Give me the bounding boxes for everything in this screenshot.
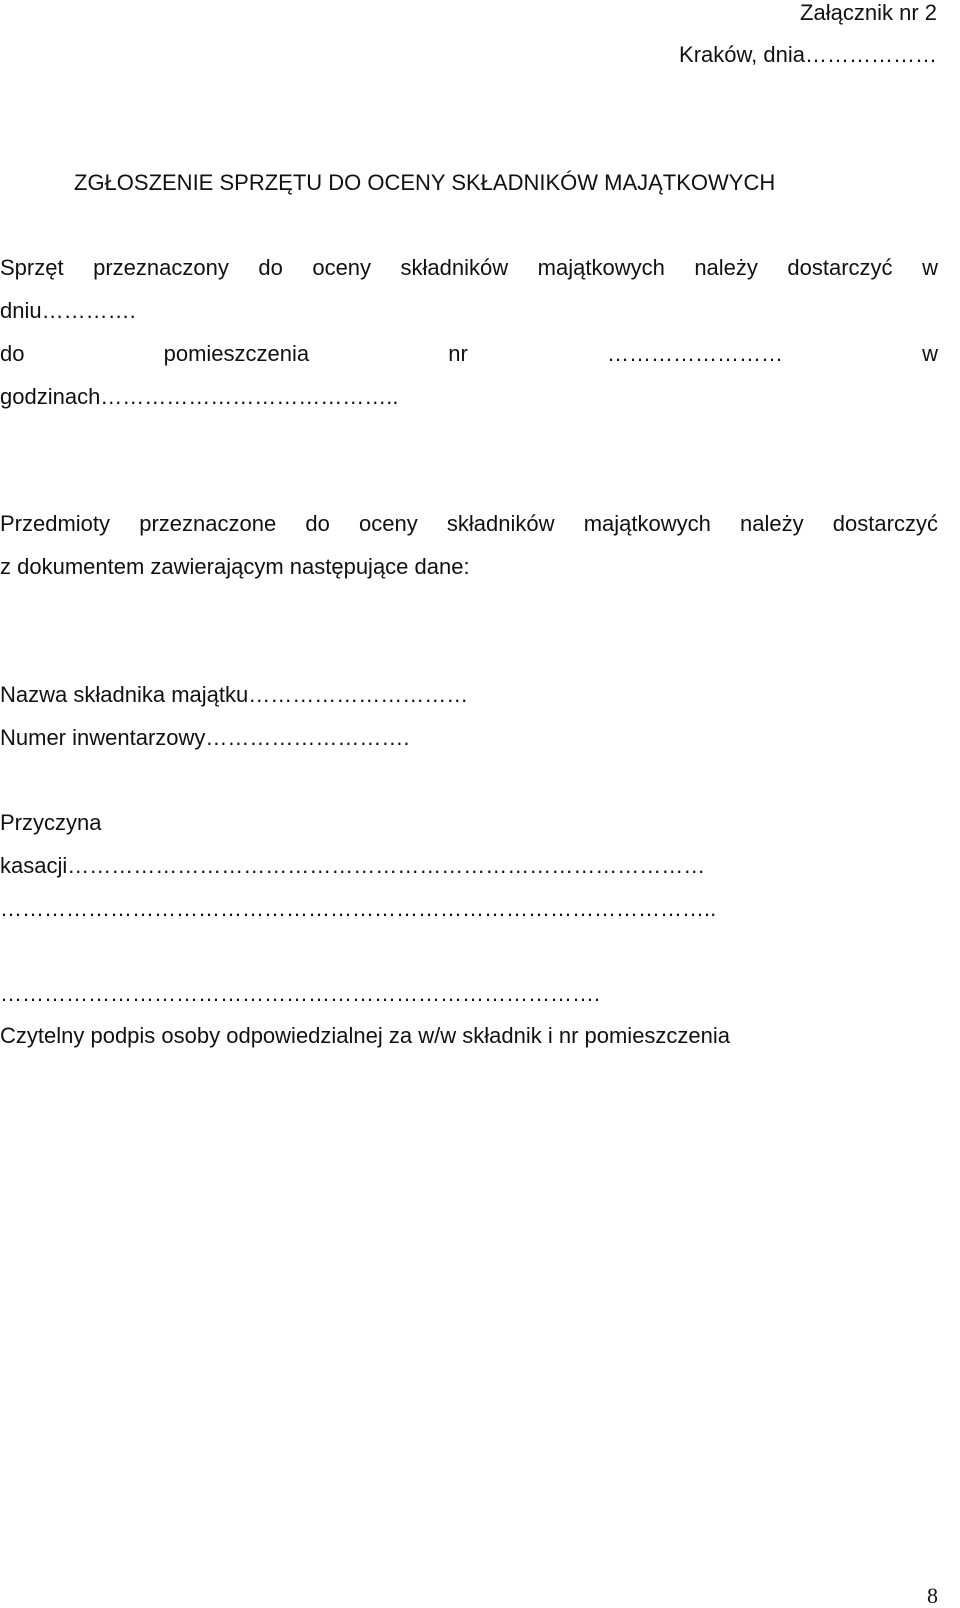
room-word: nr <box>448 341 468 366</box>
inventory-number-field: Numer inwentarzowy………………………. <box>0 725 410 750</box>
room-word: pomieszczenia <box>163 341 310 366</box>
delivery-word: składników <box>400 255 509 280</box>
documents-sentence-line-1 <box>0 511 938 537</box>
delivery-word: w <box>922 255 938 280</box>
room-number-field: …………………… <box>606 341 783 366</box>
documents-word: składników <box>446 511 555 536</box>
hours-field: godzinach………………………………….. <box>0 384 399 409</box>
room-word: w <box>922 341 938 366</box>
room-word: do <box>0 341 25 366</box>
documents-word: dostarczyć <box>832 511 938 536</box>
documents-word: Przedmioty <box>0 511 111 536</box>
documents-word: majątkowych <box>583 511 711 536</box>
delivery-word: przeznaczony <box>93 255 229 280</box>
attachment-label: Załącznik nr 2 <box>800 0 937 25</box>
place-date: Kraków, dnia……………… <box>679 42 937 67</box>
reason-label: Przyczyna <box>0 810 102 835</box>
delivery-sentence-line-1 <box>0 255 938 281</box>
delivery-word: oceny <box>312 255 372 280</box>
delivery-word: do <box>258 255 283 280</box>
delivery-day-field: dniu…………. <box>0 298 136 323</box>
documents-word: do <box>305 511 330 536</box>
delivery-word: dostarczyć <box>787 255 893 280</box>
document-title: ZGŁOSZENIE SPRZĘTU DO OCENY SKŁADNIKÓW MAJĄTKOWYCH <box>74 170 776 195</box>
signature-line: ………………………………………………………………………. <box>0 981 601 1006</box>
documents-word: przeznaczone <box>139 511 277 536</box>
delivery-word: majątkowych <box>537 255 665 280</box>
page-number: 8 <box>927 1583 938 1608</box>
delivery-word: Sprzęt <box>0 255 64 280</box>
reason-continuation-line: …………………………………………………………………………………….. <box>0 896 717 921</box>
documents-sentence-line-2: z dokumentem zawierającym następujące dane: <box>0 554 470 579</box>
signature-caption: Czytelny podpis osoby odpowiedzialnej za w/w składnik i nr pomieszczenia <box>0 1023 731 1048</box>
scrapping-reason-field: kasacji…………………………………………………………………………… <box>0 853 706 878</box>
documents-word: należy <box>740 511 804 536</box>
room-number-line <box>0 341 938 367</box>
documents-word: oceny <box>359 511 418 536</box>
delivery-word: należy <box>694 255 758 280</box>
asset-name-field: Nazwa składnika majątku………………………… <box>0 682 469 707</box>
